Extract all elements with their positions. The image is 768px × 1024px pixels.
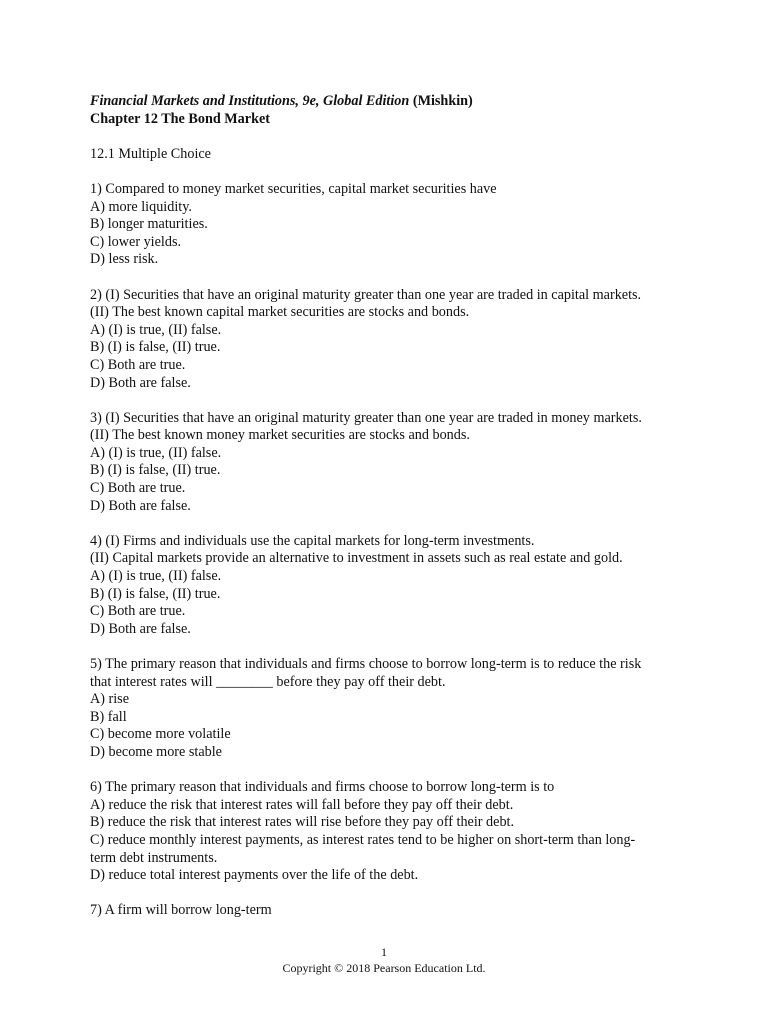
answer-option: term debt instruments. <box>90 849 218 866</box>
question-text: 3) (I) Securities that have an original maturity greater than one year are traded in money markets. <box>90 409 642 426</box>
answer-option: C) reduce monthly interest payments, as interest rates tend to be higher on short-term than long- <box>90 831 636 848</box>
question-text: 7) A firm will borrow long-term <box>90 902 272 919</box>
question-block <box>90 656 690 762</box>
answer-option: D) reduce total interest payments over the life of the debt. <box>90 867 419 884</box>
answer-option: A) (I) is true, (II) false. <box>90 568 222 585</box>
book-title-line <box>90 93 690 111</box>
answer-option: B) longer maturities. <box>90 216 208 233</box>
answer-option: B) reduce the risk that interest rates will rise before they pay off their debt. <box>90 814 515 831</box>
question-text: 5) The primary reason that individuals and firms choose to borrow long-term is to reduce the risk <box>90 656 642 672</box>
answer-option: C) Both are true. <box>90 603 186 620</box>
answer-option: A) (I) is true, (II) false. <box>90 444 222 461</box>
question-text: that interest rates will ________ before they pay off their debt. <box>90 673 446 690</box>
answer-option: D) Both are false. <box>90 620 191 637</box>
question-text: 2) (I) Securities that have an original maturity greater than one year are traded in capital markets. <box>90 286 642 303</box>
chapter-heading: Chapter 12 The Bond Market <box>90 110 270 127</box>
answer-option: A) rise <box>90 691 130 708</box>
answer-option: B) (I) is false, (II) true. <box>90 462 221 479</box>
question-text: 1) Compared to money market securities, capital market securities have <box>90 180 497 197</box>
answer-option: B) (I) is false, (II) true. <box>90 339 221 356</box>
question-text: (II) The best known capital market securities are stocks and bonds. <box>90 304 470 321</box>
question-block <box>90 410 690 516</box>
book-title: Financial Markets and Institutions, 9e, Global Edition <box>90 93 410 109</box>
page-footer <box>0 944 768 976</box>
answer-option: D) Both are false. <box>90 497 191 514</box>
answer-option: B) fall <box>90 708 127 725</box>
answer-option: A) more liquidity. <box>90 198 192 215</box>
answer-option: C) become more volatile <box>90 726 231 743</box>
answer-option: A) (I) is true, (II) false. <box>90 321 222 338</box>
question-text: (II) Capital markets provide an alternative to investment in assets such as real estate and gold. <box>90 550 623 567</box>
page-number: 1 <box>381 945 387 959</box>
question-text: 4) (I) Firms and individuals use the capital markets for long-term investments. <box>90 532 535 549</box>
question-block <box>90 287 690 393</box>
question-block <box>90 902 690 920</box>
copyright-notice: Copyright © 2018 Pearson Education Ltd. <box>282 961 486 975</box>
question-block <box>90 779 690 885</box>
answer-option: D) less risk. <box>90 251 159 268</box>
answer-option: D) become more stable <box>90 743 222 760</box>
question-text: (II) The best known money market securities are stocks and bonds. <box>90 427 470 444</box>
question-block <box>90 181 690 269</box>
question-block <box>90 533 690 639</box>
question-text: 6) The primary reason that individuals and firms choose to borrow long-term is to <box>90 779 555 796</box>
question-list <box>90 181 690 920</box>
answer-option: A) reduce the risk that interest rates will fall before they pay off their debt. <box>90 796 514 813</box>
answer-option: C) Both are true. <box>90 480 186 497</box>
answer-option: B) (I) is false, (II) true. <box>90 585 221 602</box>
section-heading: 12.1 Multiple Choice <box>90 145 211 162</box>
answer-option: C) Both are true. <box>90 356 186 373</box>
answer-option: D) Both are false. <box>90 374 191 391</box>
document-page <box>90 93 690 938</box>
book-author: (Mishkin) <box>412 93 473 109</box>
answer-option: C) lower yields. <box>90 233 182 250</box>
